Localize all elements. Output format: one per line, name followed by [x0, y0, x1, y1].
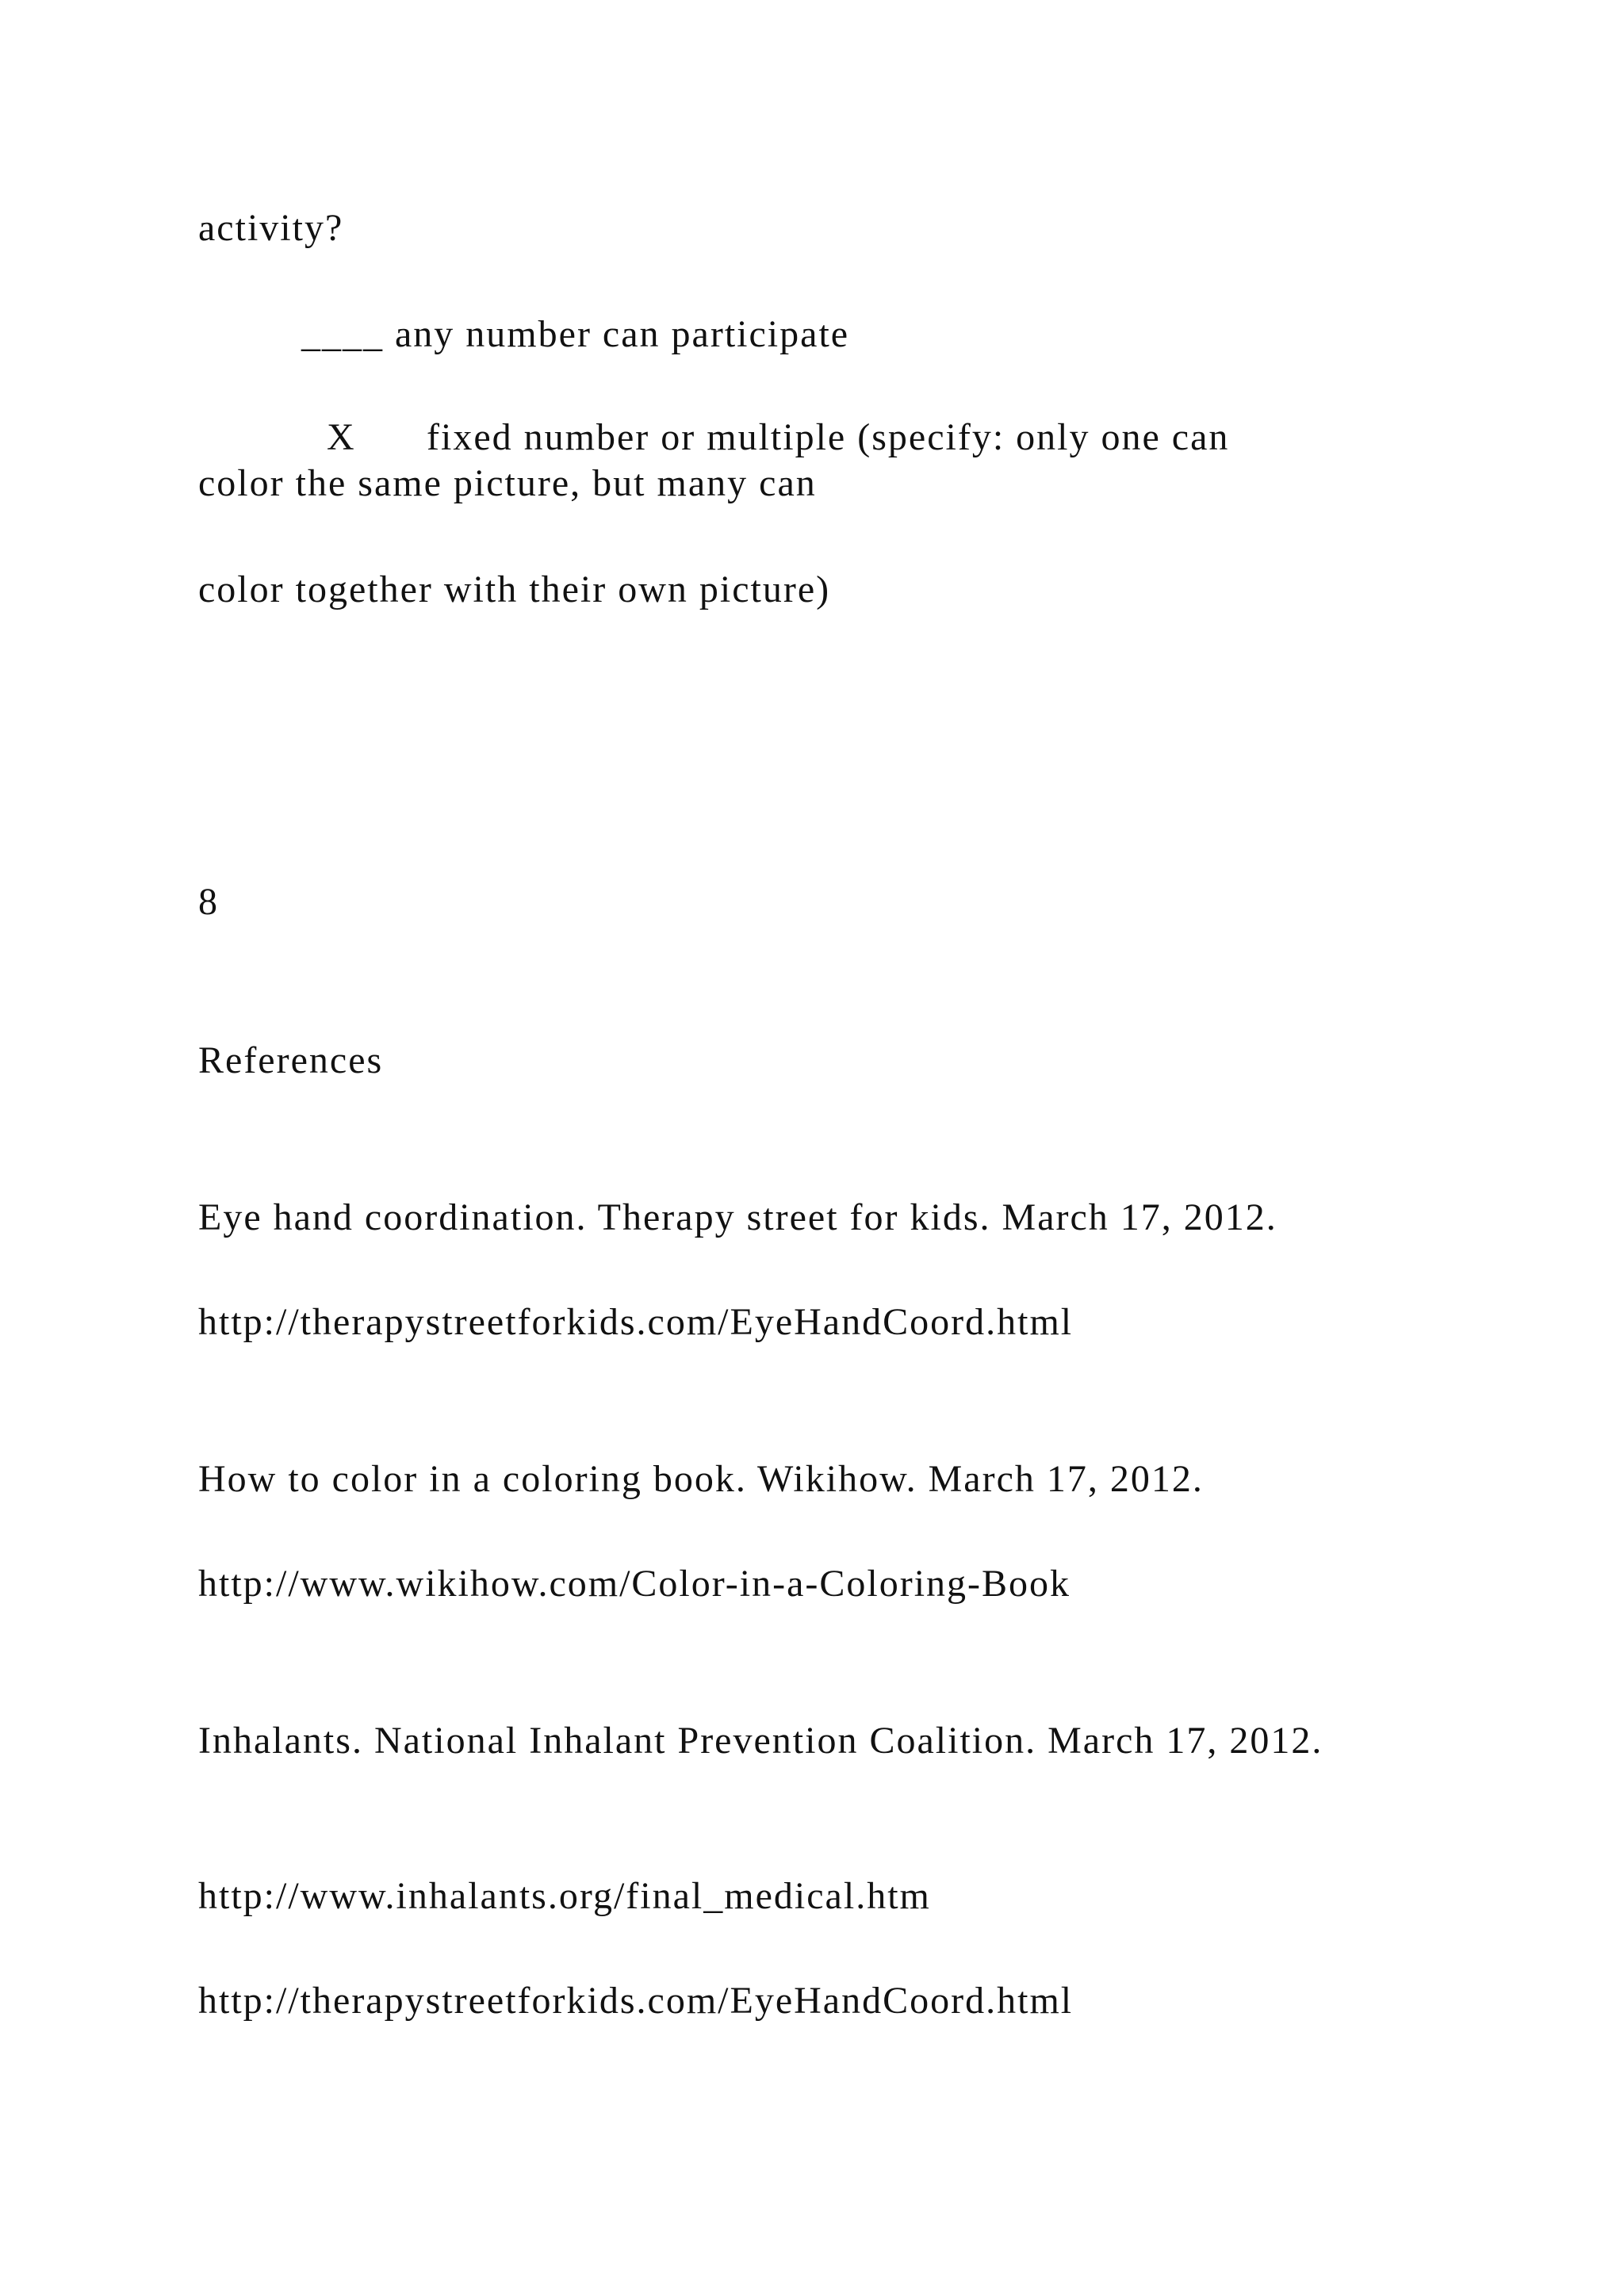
reference-citation: Eye hand coordination. Therapy street for kids. March 17, 2012.	[198, 1196, 1277, 1238]
option-fixed-text-line1: fixed number or multiple (specify: only one can	[427, 416, 1230, 458]
option-fixed-text-line2: color the same picture, but many can	[198, 462, 817, 504]
reference-url: http://www.wikihow.com/Color-in-a-Coloring-Book	[198, 1563, 1071, 1605]
option-any-number: ____ any number can participate	[301, 313, 850, 355]
references-heading: References	[198, 1039, 384, 1081]
question-fragment: activity?	[198, 207, 344, 249]
reference-url: http://therapystreetforkids.com/EyeHandCoord.html	[198, 1980, 1074, 2022]
page-number: 8	[198, 881, 219, 923]
reference-url: http://www.inhalants.org/final_medical.htm	[198, 1875, 931, 1917]
reference-url: http://therapystreetforkids.com/EyeHandCoord.html	[198, 1301, 1074, 1343]
option-fixed-mark: X	[327, 416, 356, 458]
reference-citation: How to color in a coloring book. Wikihow. March 17, 2012.	[198, 1458, 1204, 1500]
option-fixed-text-line3: color together with their own picture)	[198, 568, 831, 610]
reference-citation: Inhalants. National Inhalant Prevention Coalition. March 17, 2012.	[198, 1720, 1323, 1762]
